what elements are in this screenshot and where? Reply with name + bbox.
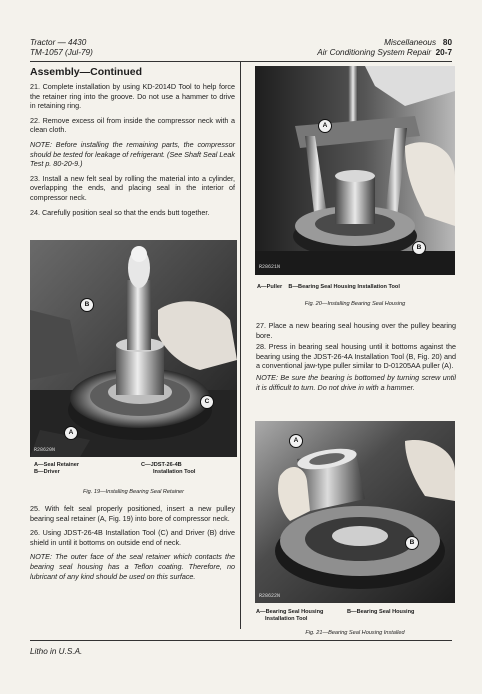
fig21-photo-id: R28622N (259, 593, 281, 599)
note-leak-test: NOTE: Before installing the remaining parts, the compressor should be tested for leakage of refrigerant. (See Shaft Seal Leak Test p. 80-20-9.) (30, 139, 235, 169)
callout-c: C (200, 395, 214, 409)
fig21-label-a: A—Bearing Seal Housing (256, 609, 324, 615)
step-21: 21. Complete installation by using KD-2014D Tool to help force the retainer ring into the groove. Do not use a hammer to drive in retaining ring. (30, 82, 235, 111)
fig19-label-c: C—JDST-26-4B (141, 462, 182, 468)
fig21-label-a-tool: Installation Tool (265, 616, 308, 622)
step-24: 24. Carefully position seal so that the ends butt together. (30, 207, 210, 217)
header-right (317, 38, 452, 58)
footer-litho: Litho in U.S.A. (30, 647, 83, 656)
fig19-photo (30, 240, 237, 457)
callout-a: A (318, 119, 332, 133)
callout-a: A (64, 426, 78, 440)
step-28: 28. Press in bearing seal housing until it bottoms against the bearing using the JDST-26-4A Installation Tool (B, Fig. 20) and a conventional jaw-type puller similar to D-01205AA puller (A). (256, 342, 456, 371)
step-27: 27. Place a new bearing seal housing over the pulley bearing bore. (256, 321, 456, 340)
callout-b: B (412, 241, 426, 255)
fig19-label-a: A—Seal Retainer (34, 462, 80, 468)
fig19-legend-right (141, 462, 195, 476)
step-25: 25. With felt seal properly positioned, insert a new pulley bearing seal retainer (A, Fig. 19) into bore of compressor neck. (30, 504, 235, 523)
header-model: Tractor — 4430 (30, 38, 87, 47)
note-teflon: NOTE: The outer face of the seal retainer which contacts the bearing seal housing has a Teflon coating. Therefore, no lubricant of any kind should be used on this surface. (30, 552, 235, 581)
header-manual-code: TM-1057 (Jul-79) (30, 48, 93, 57)
step-26: 26. Using JDST-26-4B Installation Tool (C) and Driver (B) drive shield in until it bottoms on outside end of neck. (30, 528, 235, 547)
header-section-number: 80 (442, 38, 452, 47)
left-column (30, 66, 235, 217)
header-section: Miscellaneous (384, 38, 437, 47)
column-divider (240, 62, 241, 629)
header-rule (30, 61, 452, 62)
header-group: Air Conditioning System Repair (317, 48, 432, 57)
fig20-label-a: A—Puller (257, 284, 283, 290)
footer-rule (30, 640, 452, 641)
fig20-label-b: B—Bearing Seal Housing Installation Tool (288, 284, 400, 290)
fig20-legend (257, 284, 457, 291)
section-heading: Assembly—Continued (30, 66, 143, 78)
header-page-number: 20-7 (435, 48, 452, 57)
header-left (30, 38, 93, 58)
step-23: 23. Install a new felt seal by rolling the material into a cylinder, overlapping the ends, and placing seal in the interior of compressor neck. (30, 173, 235, 202)
installed-housing-illustration (255, 421, 455, 603)
fig19-legend-left (34, 462, 79, 476)
fig21-photo (255, 421, 455, 603)
fig19-label-c-tool: Installation Tool (153, 469, 196, 475)
fig21-label-b: B—Bearing Seal Housing (347, 609, 415, 615)
fig19-label-b: B—Driver (34, 469, 60, 475)
fig20-photo-id: R28621N (259, 264, 281, 270)
fig21-legend-left (256, 609, 323, 623)
step-22: 22. Remove excess oil from inside the compressor neck with a clean cloth. (30, 115, 235, 135)
seal-retainer-illustration (30, 240, 237, 457)
fig21-caption: Fig. 21—Bearing Seal Housing Installed (305, 630, 405, 636)
callout-b: B (405, 536, 419, 550)
fig19-photo-id: R28620N (34, 447, 56, 453)
callout-a: A (289, 434, 303, 448)
right-column-text (256, 321, 456, 392)
fig19-caption: Fig. 19—Installing Bearing Seal Retainer (82, 489, 185, 495)
left-column-lower (30, 504, 235, 581)
fig20-photo (255, 66, 455, 275)
note-bearing-bottomed: NOTE: Be sure the bearing is bottomed by turning screw until it is difficult to turn. Do not drive in with a hammer. (256, 372, 456, 392)
fig20-caption: Fig. 20—Installing Bearing Seal Housing (304, 301, 406, 307)
callout-b: B (80, 298, 94, 312)
